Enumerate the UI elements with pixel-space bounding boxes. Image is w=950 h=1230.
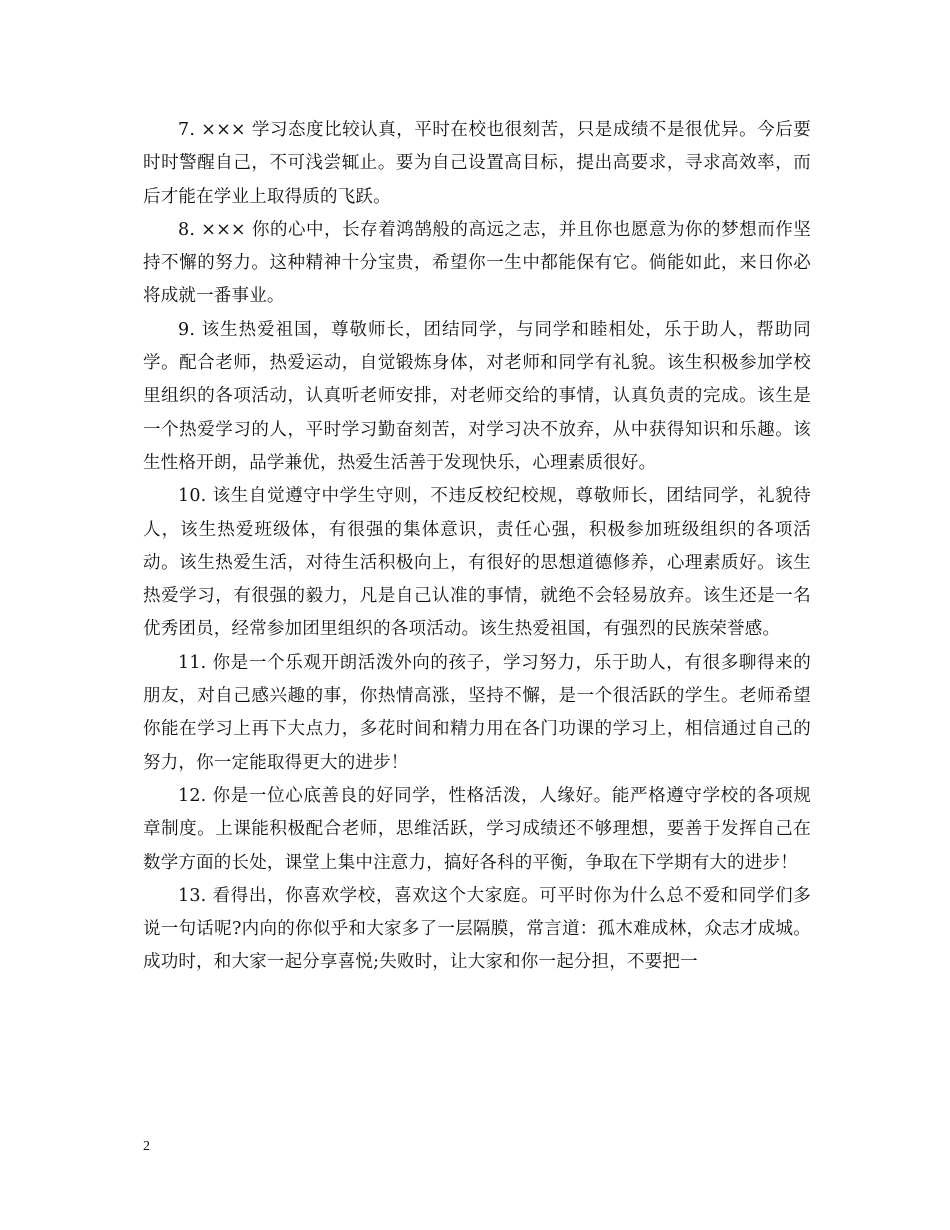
comment-paragraph-11: 11. 你是一个乐观开朗活泼外向的孩子，学习努力，乐于助人，有很多聊得来的朋友，对自己感兴趣的事，你热情高涨，坚持不懈，是一个很活跃的学生。老师希望你能在学习上再下大点力，多花时间和精力用在各门功课的学习上，相信通过自己的努力，你一定能取得更大的进步！ (143, 652, 811, 773)
document-body (143, 114, 811, 980)
comment-paragraph-7: 7. ××× 学习态度比较认真，平时在校也很刻苦，只是成绩不是很优异。今后要时时警醒自己，不可浅尝辄止。要为自己设置高目标，提出高要求，寻求高效率，而后才能在学业上取得质的飞跃。 (143, 120, 811, 207)
comment-paragraph-10: 10. 该生自觉遵守中学生守则，不违反校纪校规，尊敬师长，团结同学，礼貌待人，该生热爱班级体，有很强的集体意识，责任心强，积极参加班级组织的各项活动。该生热爱生活，对待生活积极向上，有很好的思想道德修养，心理素质好。该生热爱学习，有很强的毅力，凡是自己认准的事情，就绝不会轻易放弃。该生还是一名优秀团员，经常参加团里组织的各项活动。该生热爱祖国，有强烈的民族荣誉感。 (143, 486, 811, 640)
comment-paragraph-12: 12. 你是一位心底善良的好同学，性格活泼，人缘好。能严格遵守学校的各项规章制度。上课能积极配合老师，思维活跃，学习成绩还不够理想，要善于发挥自己在数学方面的长处，课堂上集中注意力，搞好各科的平衡，争取在下学期有大的进步！ (143, 785, 811, 873)
comment-paragraph-13: 13. 看得出，你喜欢学校，喜欢这个大家庭。可平时你为什么总不爱和同学们多说一句话呢?内向的你似乎和大家多了一层隔膜，常言道：孤木难成林，众志才成城。成功时，和大家一起分享喜悦;失败时，让大家和你一起分担，不要把一 (143, 885, 811, 973)
comment-paragraph-9: 9. 该生热爱祖国，尊敬师长，团结同学，与同学和睦相处，乐于助人，帮助同学。配合老师，热爱运动，自觉锻炼身体，对老师和同学有礼貌。该生积极参加学校里组织的各项活动，认真听老师安排，对老师交给的事情，认真负责的完成。该生是一个热爱学习的人，平时学习勤奋刻苦，对学习决不放弃，从中获得知识和乐趣。该生性格开朗，品学兼优，热爱生活善于发现快乐，心理素质很好。 (143, 319, 811, 473)
comment-paragraph-8: 8. ××× 你的心中，长存着鸿鹄般的高远之志，并且你也愿意为你的梦想而作坚持不懈的努力。这种精神十分宝贵，希望你一生中都能保有它。倘能如此，来日你必将成就一番事业。 (143, 219, 811, 307)
page-number: 2 (143, 1139, 150, 1154)
